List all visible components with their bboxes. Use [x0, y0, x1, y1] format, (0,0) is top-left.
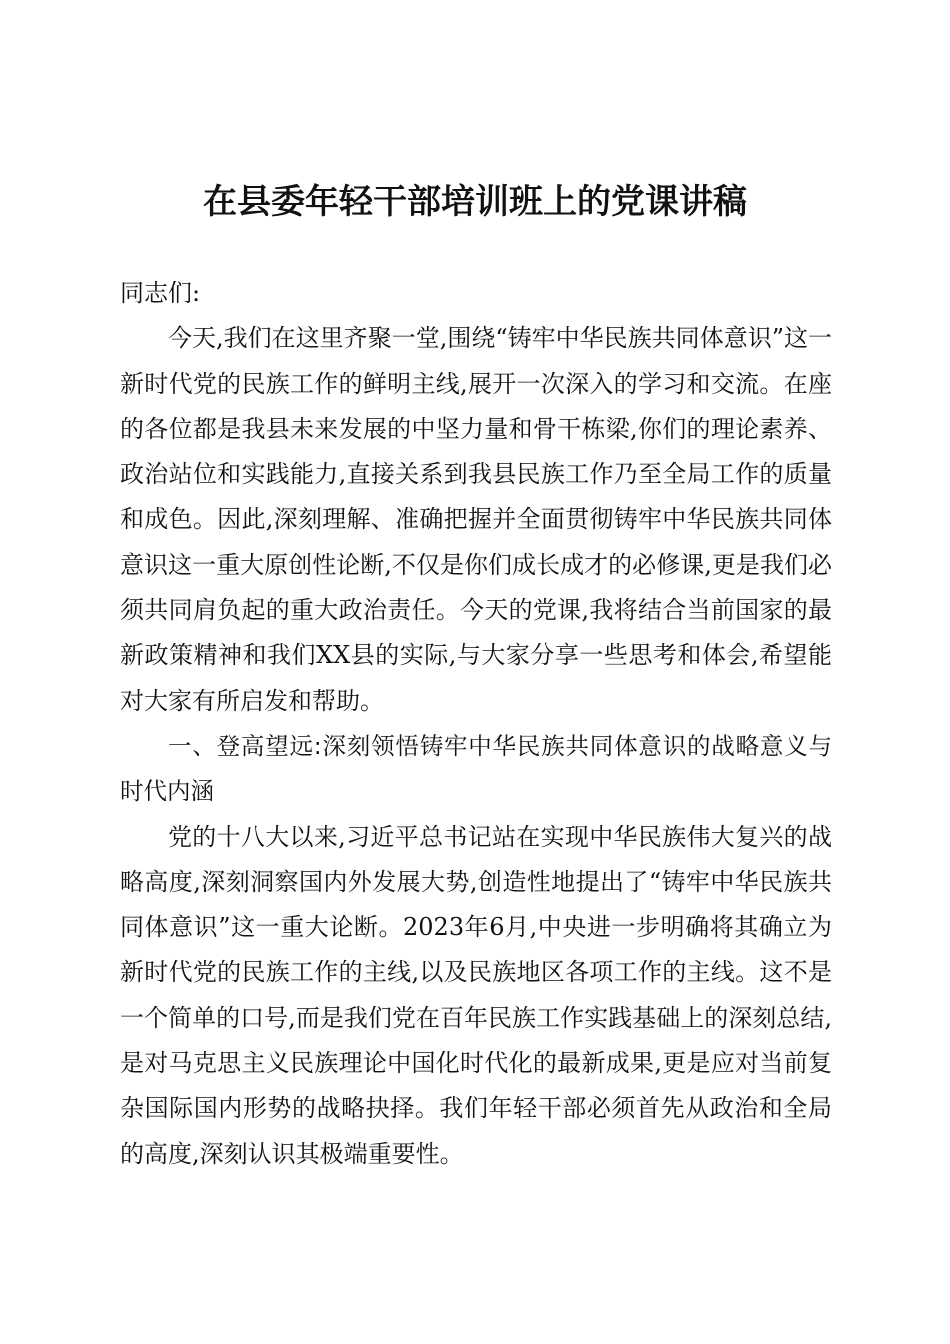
- section-heading: 一、登高望远:深刻领悟铸牢中华民族共同体意识的战略意义与时代内涵: [120, 731, 832, 806]
- document-body: [120, 271, 832, 1177]
- document-title: 在县委年轻干部培训班上的党课讲稿: [203, 182, 747, 222]
- intro-paragraph: 今天,我们在这里齐聚一堂,围绕“铸牢中华民族共同体意识”这一新时代党的民族工作的鲜明主线,展开一次深入的学习和交流。在座的各位都是我县未来发展的中坚力量和骨干栋梁,你们的理论素养、政治站位和实践能力,直接关系到我县民族工作乃至全局工作的质量和成色。因此,深刻理解、准确把握并全面贯彻铸牢中华民族共同体意识这一重大原创性论断,不仅是你们成长成才的必修课,更是我们必须共同肩负起的重大政治责任。今天的党课,我将结合当前国家的最新政策精神和我们XX县的实际,与大家分享一些思考和体会,希望能对大家有所启发和帮助。: [120, 324, 832, 715]
- section-paragraph: 党的十八大以来,习近平总书记站在实现中华民族伟大复兴的战略高度,深刻洞察国内外发展大势,创造性地提出了“铸牢中华民族共同体意识”这一重大论断。2023年6月,中央进一步明确将其确立为新时代党的民族工作的主线,以及民族地区各项工作的主线。这不是一个简单的口号,而是我们党在百年民族工作实践基础上的深刻总结,是对马克思主义民族理论中国化时代化的最新成果,更是应对当前复杂国际国内形势的战略抉择。我们年轻干部必须首先从政治和全局的高度,深刻认识其极端重要性。: [120, 822, 832, 1168]
- salutation: 同志们:: [120, 279, 201, 307]
